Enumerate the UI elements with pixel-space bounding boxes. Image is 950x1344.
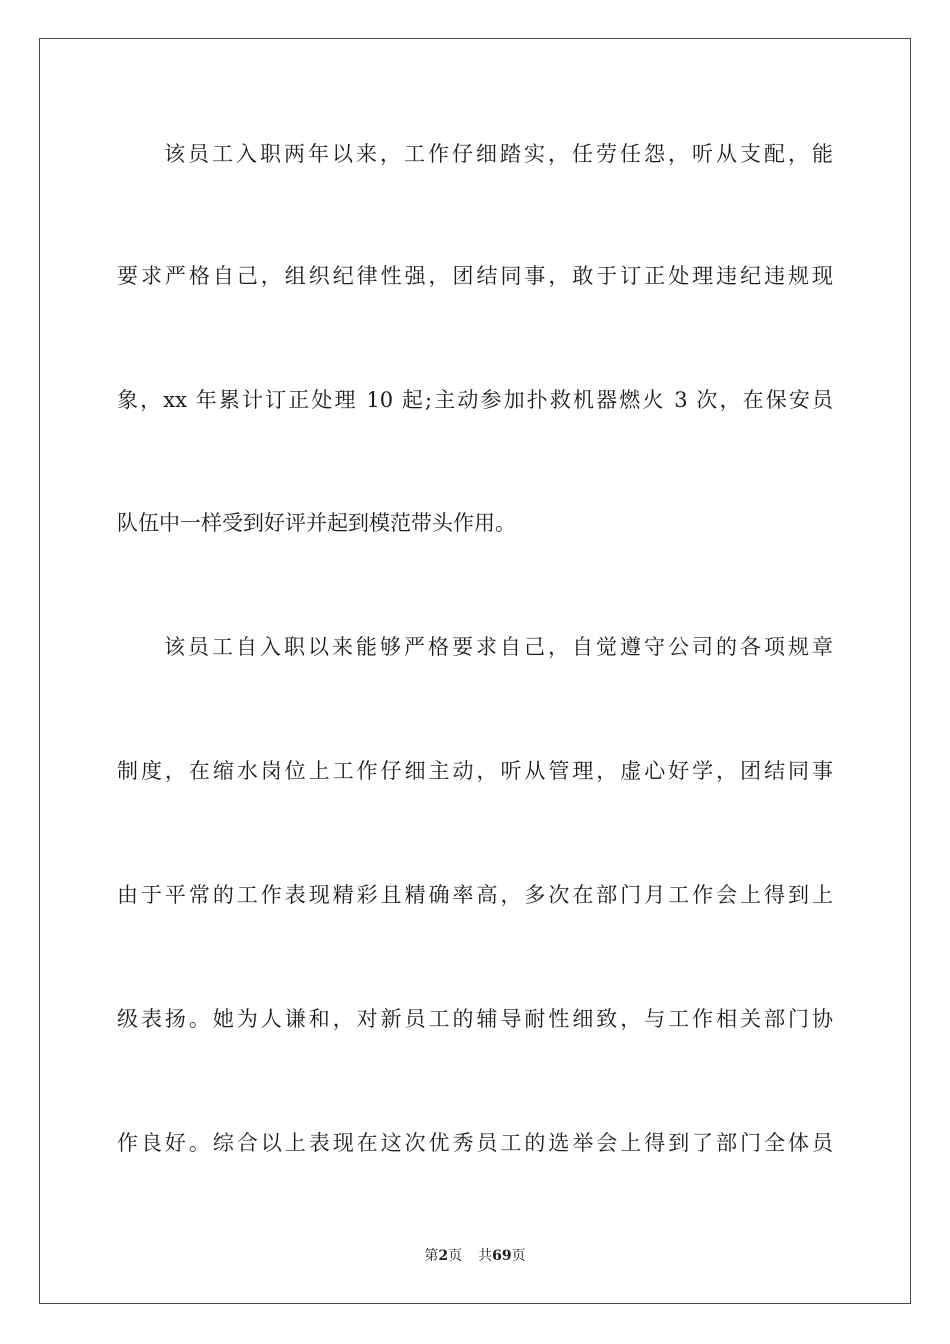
page-footer [0, 1246, 950, 1266]
total-suffix: 页 [511, 1248, 526, 1264]
page-prefix: 第 [424, 1248, 439, 1264]
page-border [39, 38, 911, 1304]
paragraph-1-line-3: 象，xx 年累计订正处理 10 起;主动参加扑救机器燃火 3 次，在保安员 [117, 388, 833, 412]
paragraph-1-line-4: 队伍中一样受到好评并起到模范带头作用。 [117, 511, 516, 535]
paragraph-2-line-4: 级表扬。她为人谦和，对新员工的辅导耐性细致，与工作相关部门协 [117, 1007, 833, 1031]
paragraph-2-line-2: 制度，在缩水岗位上工作仔细主动，听从管理，虚心好学，团结同事 [117, 759, 833, 783]
paragraph-2-line-3: 由于平常的工作表现精彩且精确率高，多次在部门月工作会上得到上 [117, 883, 833, 907]
page-number: 2 [438, 1248, 449, 1264]
paragraph-2-line-5: 作良好。综合以上表现在这次优秀员工的选举会上得到了部门全体员 [117, 1131, 833, 1155]
page-suffix: 页 [448, 1248, 463, 1264]
total-prefix: 共 [478, 1248, 493, 1264]
paragraph-1-line-2: 要求严格自己，组织纪律性强，团结同事，敢于订正处理违纪违规现 [117, 264, 833, 288]
paragraph-2-line-1: 该员工自入职以来能够严格要求自己，自觉遵守公司的各项规章 [164, 635, 833, 659]
total-pages: 69 [492, 1248, 512, 1264]
paragraph-1-line-1: 该员工入职两年以来，工作仔细踏实，任劳任怨，听从支配，能 [164, 142, 833, 166]
